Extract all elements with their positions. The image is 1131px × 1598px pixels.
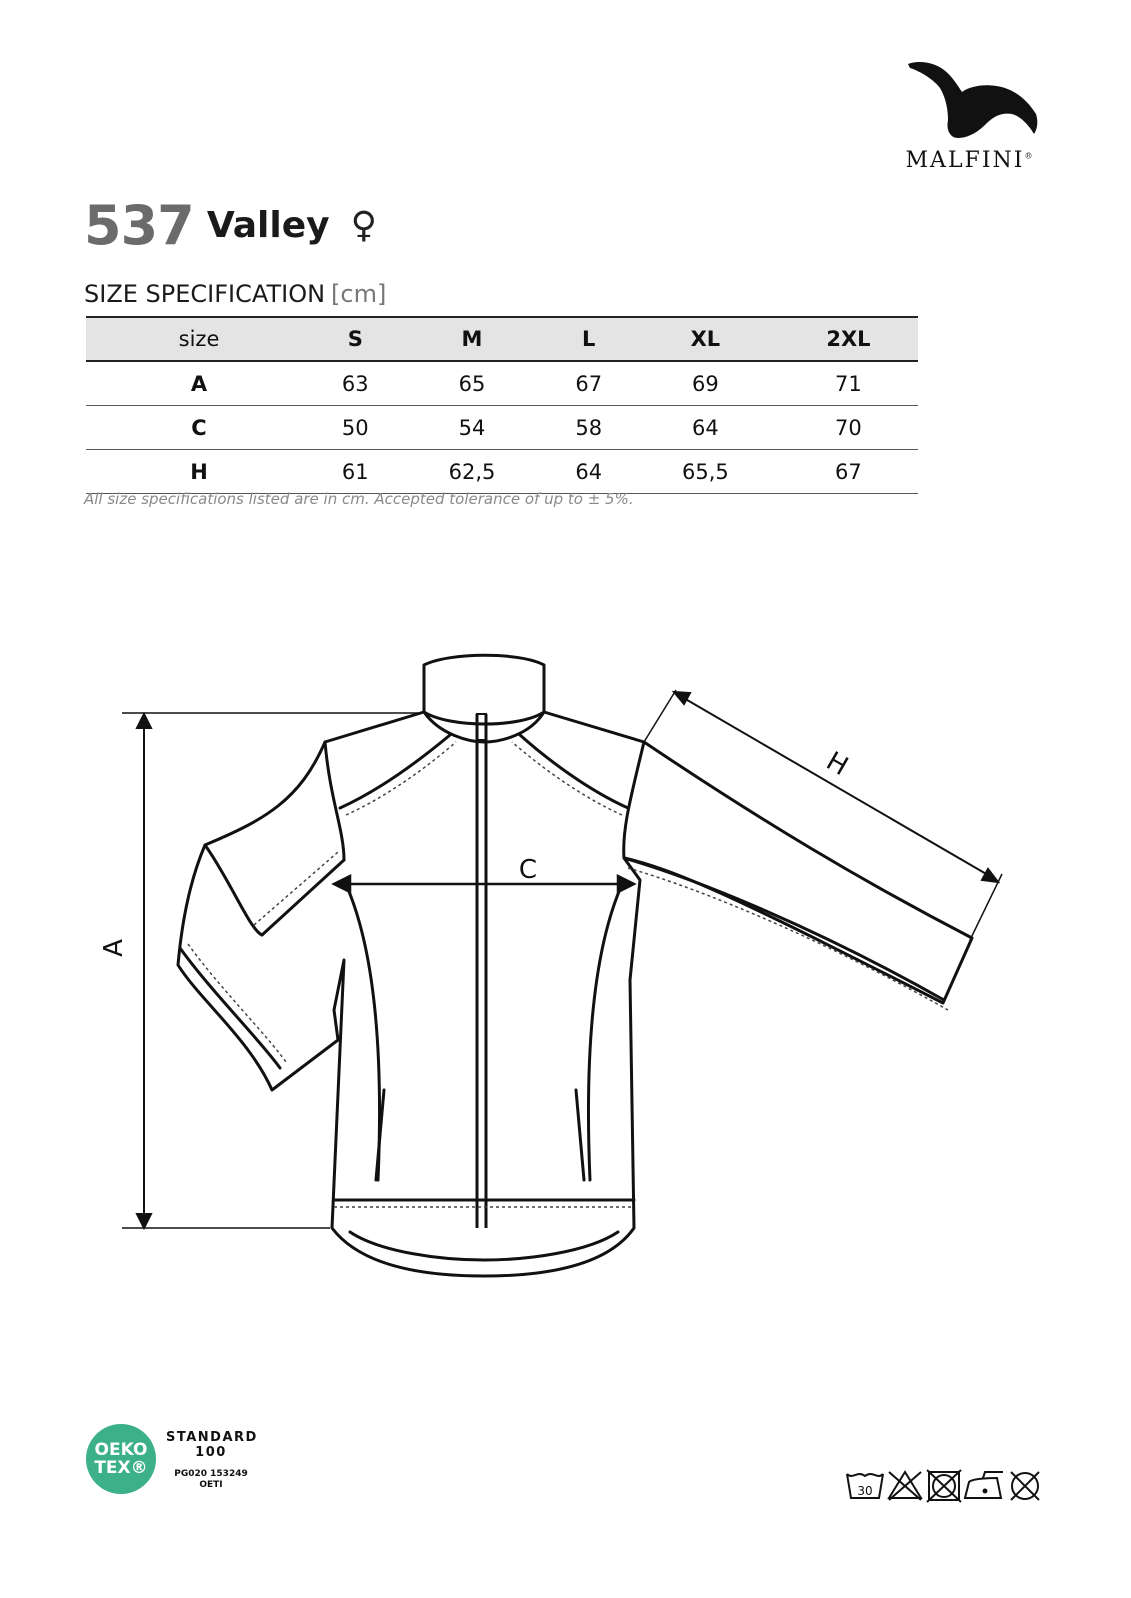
table-cell: 69 bbox=[632, 361, 779, 406]
dimension-label-a: A bbox=[99, 939, 129, 957]
size-table bbox=[86, 316, 918, 494]
table-cell: 70 bbox=[779, 406, 918, 450]
row-label: C bbox=[86, 406, 312, 450]
tolerance-note: All size specifications listed are in cm. Accepted tolerance of up to ± 5%. bbox=[84, 490, 634, 508]
table-cell: 71 bbox=[779, 361, 918, 406]
table-row bbox=[86, 361, 918, 406]
table-cell: 63 bbox=[312, 361, 399, 406]
table-cell: 62,5 bbox=[399, 450, 546, 494]
svg-text:30: 30 bbox=[857, 1484, 873, 1498]
row-label: H bbox=[86, 450, 312, 494]
oeko-tex-label bbox=[86, 1424, 346, 1504]
product-number: 537 bbox=[84, 194, 194, 257]
iron-low-icon bbox=[965, 1472, 1003, 1498]
table-header-row bbox=[86, 317, 918, 361]
table-cell: 64 bbox=[545, 450, 632, 494]
brand-name: MALFINI® bbox=[905, 148, 1035, 173]
table-cell: 54 bbox=[399, 406, 546, 450]
care-symbols bbox=[845, 1466, 1045, 1506]
table-cell: 65,5 bbox=[632, 450, 779, 494]
table-cell: 65 bbox=[399, 361, 546, 406]
standard-label: STANDARD 100 bbox=[166, 1430, 258, 1460]
table-header-cell: size bbox=[86, 317, 312, 361]
table-cell: 64 bbox=[632, 406, 779, 450]
table-row bbox=[86, 450, 918, 494]
no-bleach-icon bbox=[889, 1472, 921, 1500]
table-header-cell: L bbox=[545, 317, 632, 361]
table-cell: 50 bbox=[312, 406, 399, 450]
jacket-diagram bbox=[0, 560, 1131, 1320]
dimension-label-c: C bbox=[518, 855, 538, 885]
product-title bbox=[84, 194, 378, 257]
table-cell: 58 bbox=[545, 406, 632, 450]
no-tumble-dry-icon bbox=[927, 1470, 961, 1502]
eagle-icon bbox=[900, 58, 1040, 143]
product-name: Valley bbox=[206, 205, 330, 246]
oeko-tex-badge-icon: OEKO TEX® bbox=[86, 1424, 156, 1494]
table-header-cell: 2XL bbox=[779, 317, 918, 361]
table-cell: 67 bbox=[545, 361, 632, 406]
row-label: A bbox=[86, 361, 312, 406]
table-cell: 67 bbox=[779, 450, 918, 494]
dimension-label-h: H bbox=[821, 746, 853, 783]
table-header-cell: XL bbox=[632, 317, 779, 361]
female-symbol-icon: ♀ bbox=[350, 205, 378, 246]
no-dry-clean-icon bbox=[1011, 1472, 1039, 1500]
certificate-number: PG020 153249 OETI bbox=[174, 1469, 248, 1490]
spec-unit: [cm] bbox=[331, 280, 387, 308]
table-header-cell: M bbox=[399, 317, 546, 361]
table-row bbox=[86, 406, 918, 450]
brand-logo bbox=[880, 58, 1060, 178]
spec-heading: SIZE SPECIFICATION [cm] bbox=[84, 280, 387, 308]
table-cell: 61 bbox=[312, 450, 399, 494]
wash-30-icon bbox=[847, 1474, 883, 1498]
table-header-cell: S bbox=[312, 317, 399, 361]
